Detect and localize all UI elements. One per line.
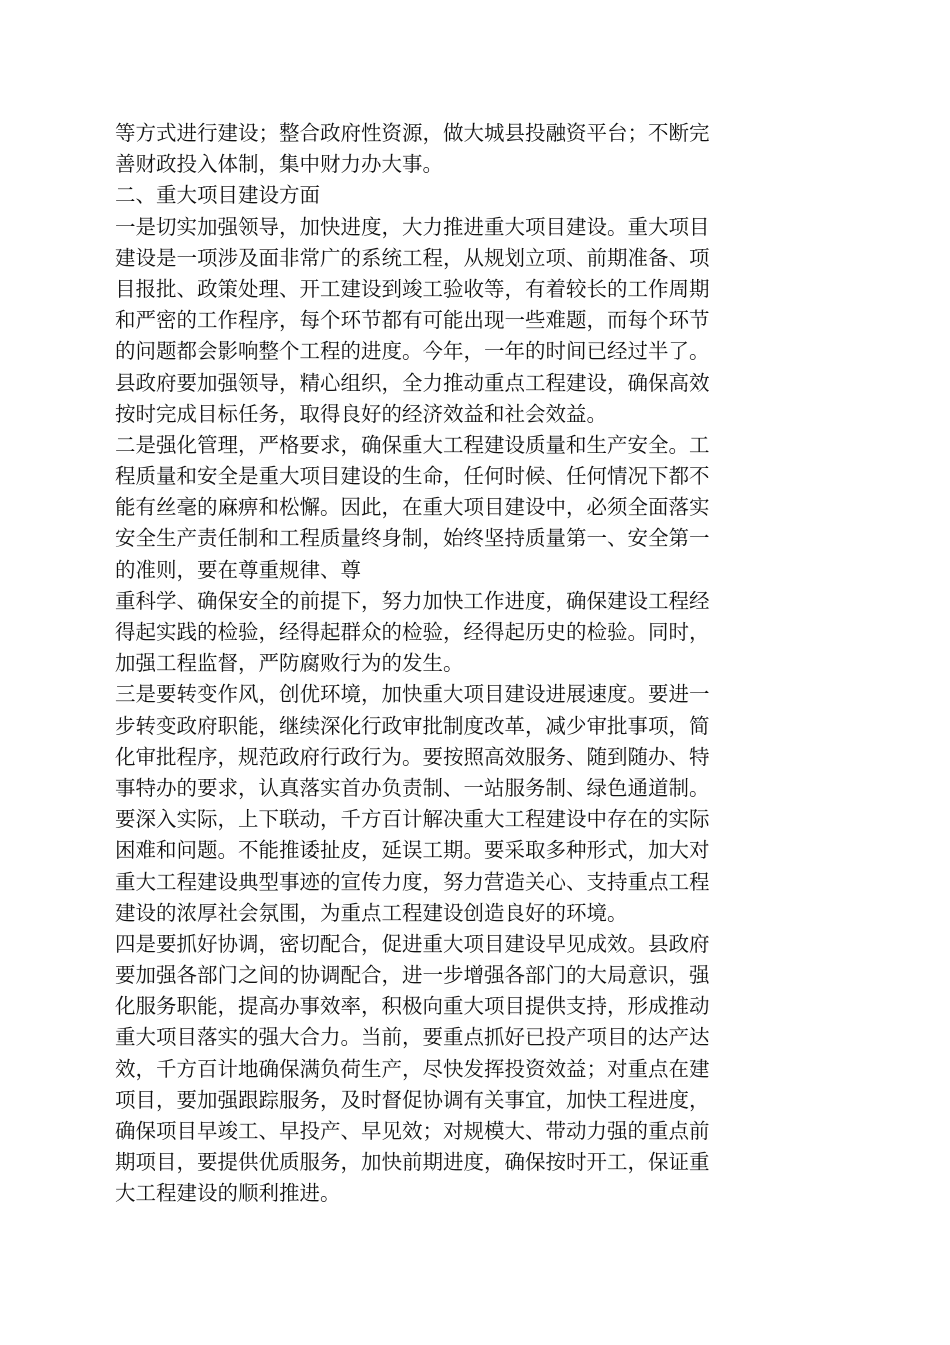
text-line: 四是要抓好协调，密切配合，促进重大项目建设早见成效。县政府 xyxy=(115,931,710,956)
text-line: 按时完成目标任务，取得良好的经济效益和社会效益。 xyxy=(115,401,607,426)
text-line: 善财政投入体制，集中财力办大事。 xyxy=(115,152,443,177)
text-line: 项目，要加强跟踪服务，及时督促协调有关事宜，加快工程进度， xyxy=(115,1087,710,1112)
text-line: 要深入实际，上下联动，千方百计解决重大工程建设中存在的实际 xyxy=(115,807,710,832)
text-line: 重大工程建设典型事迹的宣传力度，努力营造关心、支持重点工程 xyxy=(115,869,710,894)
text-line: 期项目，要提供优质服务，加快前期进度，确保按时开工，保证重 xyxy=(115,1150,710,1175)
text-line: 二、重大项目建设方面 xyxy=(115,183,320,208)
text-line: 重大项目落实的强大合力。当前，要重点抓好已投产项目的达产达 xyxy=(115,1025,710,1050)
text-line: 效，千方百计地确保满负荷生产，尽快发挥投资效益；对重点在建 xyxy=(115,1056,710,1081)
text-line: 程质量和安全是重大项目建设的生命，任何时候、任何情况下都不 xyxy=(115,464,710,489)
text-line: 建设是一项涉及面非常广的系统工程，从规划立项、前期准备、项 xyxy=(115,245,710,270)
text-line: 大工程建设的顺利推进。 xyxy=(115,1181,341,1206)
text-line: 步转变政府职能，继续深化行政审批制度改革，减少审批事项，简 xyxy=(115,713,710,738)
document-body-text xyxy=(115,118,765,1210)
text-line: 二是强化管理，严格要求，确保重大工程建设质量和生产安全。工 xyxy=(115,432,710,457)
text-line: 的问题都会影响整个工程的进度。今年，一年的时间已经过半了。 xyxy=(115,339,710,364)
text-line: 一是切实加强领导，加快进度，大力推进重大项目建设。重大项目 xyxy=(115,214,710,239)
text-line: 确保项目早竣工、早投产、早见效；对规模大、带动力强的重点前 xyxy=(115,1119,710,1143)
text-line: 的准则，要在尊重规律、尊 xyxy=(115,557,361,582)
text-line: 困难和问题。不能推诿扯皮，延误工期。要采取多种形式，加大对 xyxy=(115,838,710,863)
text-line: 加强工程监督，严防腐败行为的发生。 xyxy=(115,651,464,676)
text-line: 重科学、确保安全的前提下，努力加快工作进度，确保建设工程经 xyxy=(115,588,710,613)
text-line: 事特办的要求，认真落实首办负责制、一站服务制、绿色通道制。 xyxy=(115,775,710,800)
text-line: 化服务职能，提高办事效率，积极向重大项目提供支持，形成推动 xyxy=(115,994,710,1019)
text-line: 县政府要加强领导，精心组织，全力推动重点工程建设，确保高效 xyxy=(115,370,710,395)
text-line: 能有丝毫的麻痹和松懈。因此，在重大项目建设中，必须全面落实 xyxy=(115,495,710,520)
text-line: 得起实践的检验，经得起群众的检验，经得起历史的检验。同时， xyxy=(115,620,710,644)
text-line: 化审批程序，规范政府行政行为。要按照高效服务、随到随办、特 xyxy=(115,744,710,769)
text-line: 要加强各部门之间的协调配合，进一步增强各部门的大局意识，强 xyxy=(115,963,710,988)
text-line: 目报批、政策处理、开工建设到竣工验收等，有着较长的工作周期 xyxy=(115,276,710,301)
text-line: 等方式进行建设；整合政府性资源，做大城县投融资平台；不断完 xyxy=(115,121,710,145)
text-line: 安全生产责任制和工程质量终身制，始终坚持质量第一、安全第一 xyxy=(115,526,710,551)
text-line: 建设的浓厚社会氛围，为重点工程建设创造良好的环境。 xyxy=(115,900,628,925)
text-line: 三是要转变作风，创优环境，加快重大项目建设进展速度。要进一 xyxy=(115,682,710,707)
text-line: 和严密的工作程序，每个环节都有可能出现一些难题，而每个环节 xyxy=(115,308,710,333)
